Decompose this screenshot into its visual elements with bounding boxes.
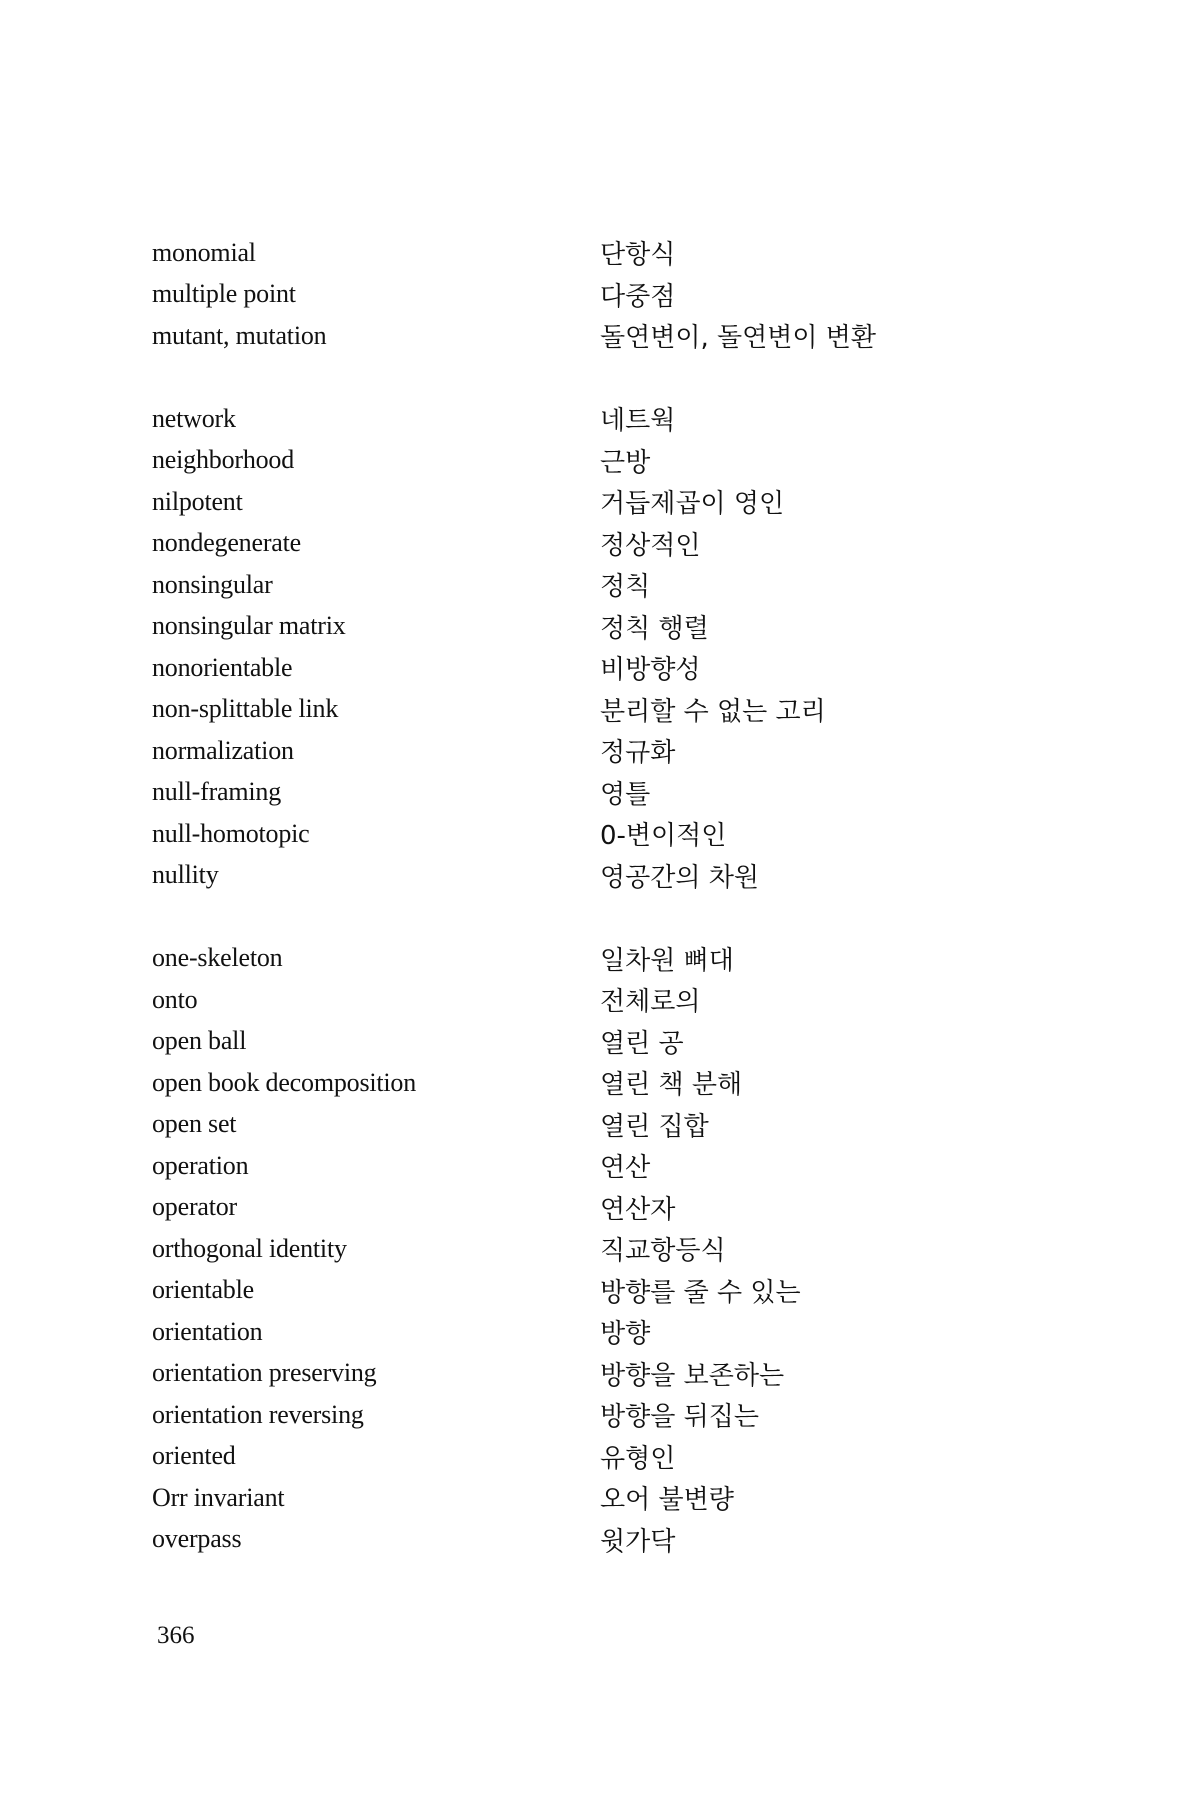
term-english: null-homotopic [152, 818, 310, 848]
glossary-row [152, 1145, 1052, 1187]
term-english: operation [152, 1150, 249, 1180]
term-english: monomial [152, 237, 256, 267]
term-english: overpass [152, 1524, 242, 1554]
term-korean: 정칙 행렬 [600, 613, 709, 644]
term-korean: 방향을 보존하는 [600, 1360, 785, 1391]
glossary-row [152, 232, 1052, 274]
term-english: nonsingular [152, 569, 273, 599]
term-korean: 영틀 [600, 779, 651, 810]
term-korean: 정규화 [600, 738, 676, 769]
term-english: nonsingular matrix [152, 611, 346, 641]
term-korean: 오어 불변량 [600, 1485, 734, 1516]
glossary-row [152, 1311, 1052, 1353]
glossary-row [152, 1270, 1052, 1312]
term-korean: 연산 [600, 1153, 651, 1184]
term-english: multiple point [152, 279, 296, 309]
term-english: open book decomposition [152, 1067, 417, 1097]
glossary-row [152, 1021, 1052, 1063]
term-english: one-skeleton [152, 943, 283, 973]
term-korean: 거듭제곱이 영인 [600, 489, 785, 520]
glossary-row [152, 1104, 1052, 1146]
glossary-list [152, 232, 1052, 1560]
term-korean: 네트웍 [600, 406, 676, 437]
term-english: oriented [152, 1441, 236, 1471]
term-korean: 방향를 줄 수 있는 [600, 1277, 801, 1308]
glossary-row [152, 1519, 1052, 1561]
group-gap [152, 357, 1052, 399]
glossary-row [152, 730, 1052, 772]
term-english: network [152, 403, 236, 433]
glossary-row [152, 1228, 1052, 1270]
term-korean: 직교항등식 [600, 1236, 726, 1267]
glossary-row [152, 979, 1052, 1021]
glossary-row [152, 523, 1052, 565]
glossary-row [152, 1062, 1052, 1104]
term-english: orthogonal identity [152, 1233, 347, 1263]
glossary-row [152, 274, 1052, 316]
term-korean: 정상적인 [600, 530, 701, 561]
term-english: open set [152, 1109, 237, 1139]
term-english: nilpotent [152, 486, 243, 516]
term-korean: 근방 [600, 447, 651, 478]
glossary-row [152, 1477, 1052, 1519]
glossary-row [152, 689, 1052, 731]
term-korean: 돌연변이, 돌연변이 변환 [600, 323, 876, 354]
page-number: 366 [157, 1622, 195, 1649]
term-korean: 일차원 뼈대 [600, 945, 734, 976]
group-gap [152, 896, 1052, 938]
glossary-row [152, 647, 1052, 689]
term-korean: 방향 [600, 1319, 651, 1350]
term-korean: 방향을 뒤집는 [600, 1402, 759, 1433]
term-korean: 연산자 [600, 1194, 676, 1225]
term-korean: 열린 공 [600, 1028, 684, 1059]
term-english: orientable [152, 1275, 254, 1305]
glossary-row [152, 398, 1052, 440]
glossary-row [152, 1394, 1052, 1436]
glossary-row [152, 772, 1052, 814]
glossary-row [152, 315, 1052, 357]
term-english: orientation preserving [152, 1358, 377, 1388]
term-english: Orr invariant [152, 1482, 285, 1512]
term-english: nullity [152, 860, 219, 890]
term-korean: 다중점 [600, 281, 676, 312]
glossary-row [152, 1187, 1052, 1229]
term-korean: 전체로의 [600, 987, 701, 1018]
term-english: nondegenerate [152, 528, 301, 558]
glossary-row [152, 1436, 1052, 1478]
term-english: mutant, mutation [152, 320, 327, 350]
term-english: onto [152, 984, 198, 1014]
term-korean: 0-변이적인 [600, 821, 727, 852]
term-korean: 영공간의 차원 [600, 862, 759, 893]
term-english: open ball [152, 1026, 247, 1056]
glossary-row [152, 813, 1052, 855]
glossary-row [152, 1353, 1052, 1395]
term-english: neighborhood [152, 445, 295, 475]
glossary-row [152, 938, 1052, 980]
term-english: operator [152, 1192, 238, 1222]
term-korean: 열린 집합 [600, 1111, 709, 1142]
term-english: null-framing [152, 777, 282, 807]
term-english: non-splittable link [152, 694, 339, 724]
term-english: nonorientable [152, 652, 293, 682]
glossary-row [152, 606, 1052, 648]
glossary-row [152, 855, 1052, 897]
term-english: orientation reversing [152, 1399, 364, 1429]
term-korean: 윗가닥 [600, 1526, 676, 1557]
term-korean: 유형인 [600, 1443, 676, 1474]
term-english: normalization [152, 735, 294, 765]
term-korean: 정칙 [600, 572, 651, 603]
glossary-row [152, 564, 1052, 606]
term-korean: 분리할 수 없는 고리 [600, 696, 826, 727]
term-english: orientation [152, 1316, 263, 1346]
term-korean: 비방향성 [600, 655, 701, 686]
glossary-row [152, 481, 1052, 523]
term-korean: 열린 책 분해 [600, 1070, 743, 1101]
glossary-row [152, 440, 1052, 482]
term-korean: 단항식 [600, 240, 676, 271]
